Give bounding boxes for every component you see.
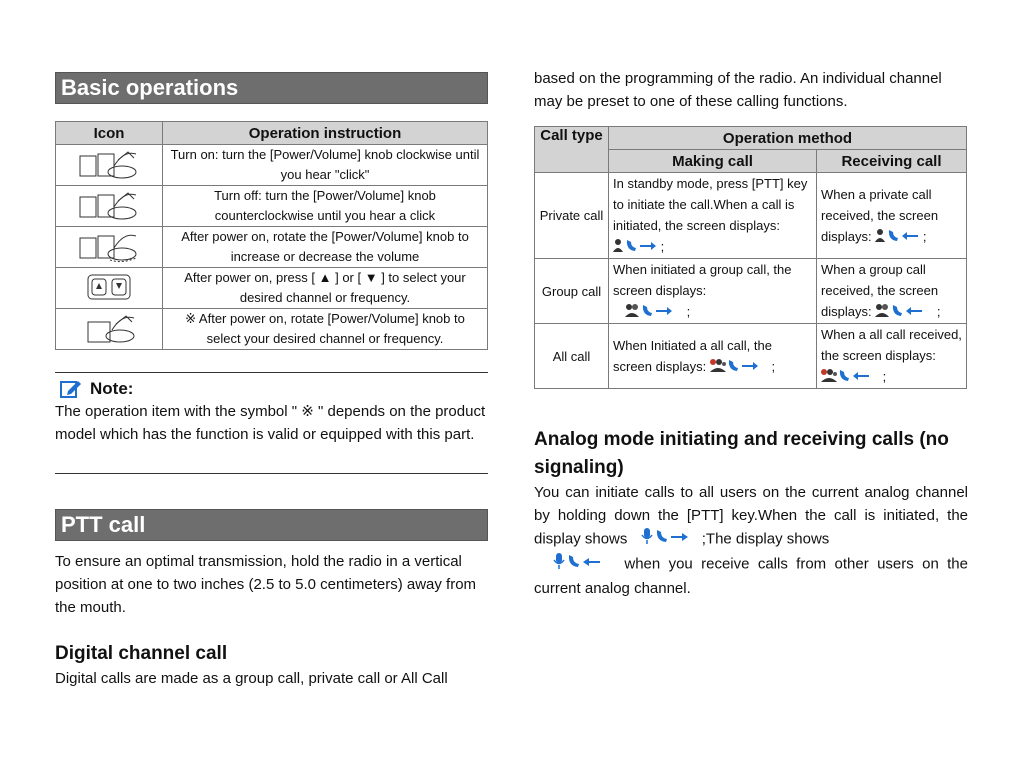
table-row: [56, 227, 488, 268]
knob-channel-icon: [56, 309, 163, 350]
ptt-call-heading: PTT call: [55, 509, 488, 541]
group-call-incoming-icon: [875, 302, 925, 323]
table-row: [56, 268, 488, 309]
instruction-text: After power on, rotate the [Power/Volume] knob to increase or decrease the volume: [163, 227, 488, 268]
instruction-text: After power on, press [ ▲ ] or [ ▼ ] to select your desired channel or frequency.: [163, 268, 488, 309]
col-making-header: Making call: [609, 150, 817, 173]
table-row: [56, 309, 488, 350]
receiving-suffix: ;: [922, 228, 927, 244]
instruction-text: ※ After power on, rotate [Power/Volume] knob to select your desired channel or frequency.: [163, 309, 488, 350]
col-instruction-header: Operation instruction: [163, 122, 488, 145]
knob-turn-off-icon: [56, 186, 163, 227]
analog-mode-heading: Analog mode initiating and receiving calls (no signaling): [534, 429, 949, 478]
instruction-text: Turn on: turn the [Power/Volume] knob clockwise until you hear "click": [163, 145, 488, 186]
table-row: [535, 173, 967, 259]
analog-text: [534, 481, 968, 600]
digital-text: Digital calls are made as a group call, private call or All Call: [55, 670, 448, 687]
col-call-type-header: Call type: [535, 127, 609, 173]
call-type-cell: Group call: [535, 259, 609, 324]
call-type-cell: Private call: [535, 173, 609, 259]
making-text: When Initiated a all call, the screen displays:: [613, 337, 772, 374]
call-type-cell: All call: [535, 324, 609, 389]
note-bottom-rule: [55, 473, 488, 474]
knob-turn-on-icon: [56, 145, 163, 186]
note-text: The operation item with the symbol " ※ " depends on the product model which has the function is valid or equipped with this part.: [55, 403, 486, 443]
making-suffix: ;: [686, 304, 691, 320]
analog-incoming-icon: [552, 552, 602, 577]
all-call-outgoing-icon: [710, 357, 760, 378]
receiving-cell: [817, 173, 967, 259]
receiving-text: When a group call received, the screen displays:: [821, 262, 939, 320]
col-method-header: Operation method: [609, 127, 967, 150]
table-row: [535, 259, 967, 324]
receiving-text: When a all call received, the screen displays:: [821, 327, 962, 364]
analog-text-part-2: ;The display shows: [701, 530, 830, 548]
making-cell: [609, 173, 817, 259]
making-cell: [609, 324, 817, 389]
analog-text-part-3: when you receive calls from other users on the current analog channel.: [534, 555, 968, 597]
up-down-keys-icon: [56, 268, 163, 309]
analog-text-part-1: You can initiate calls to all users on the current analog channel by holding down the [PTT] key.When the call is initiated, the display shows: [534, 484, 968, 548]
table-row: [56, 145, 488, 186]
making-text: In standby mode, press [PTT] key to initiate the call.When a call is initiated, the screen displays:: [613, 176, 808, 233]
receiving-suffix: ;: [882, 369, 887, 385]
analog-outgoing-icon: [640, 527, 690, 552]
intro-text: based on the programming of the radio. An individual channel may be preset to one of these calling functions.: [534, 70, 942, 110]
call-type-table: [534, 126, 967, 389]
digital-channel-heading: Digital channel call: [55, 643, 228, 664]
receiving-text: When a private call received, the screen displays:: [821, 186, 939, 244]
making-suffix: ;: [771, 358, 776, 374]
ptt-text: To ensure an optimal transmission, hold the radio in a vertical position at one to two inches (2.5 to 5.0 centimeters) away from the mouth.: [55, 553, 477, 616]
table-row: [56, 186, 488, 227]
making-text: When initiated a group call, the screen displays:: [613, 262, 792, 299]
knob-volume-icon: [56, 227, 163, 268]
table-row: [535, 324, 967, 389]
all-call-incoming-icon: [821, 367, 871, 388]
note-top-rule: [55, 372, 488, 373]
receiving-suffix: ;: [936, 304, 941, 320]
icon-instruction-table: [55, 121, 488, 350]
col-receiving-header: Receiving call: [817, 150, 967, 173]
private-call-incoming-icon: [875, 227, 919, 248]
col-icon-header: Icon: [56, 122, 163, 145]
receiving-cell: [817, 324, 967, 389]
basic-operations-heading: Basic operations: [55, 72, 488, 104]
group-call-outgoing-icon: [625, 302, 675, 323]
making-cell: [609, 259, 817, 324]
making-suffix: ;: [660, 239, 665, 254]
note-title: Note:: [90, 379, 134, 398]
instruction-text: Turn off: turn the [Power/Volume] knob counterclockwise until you hear a click: [163, 186, 488, 227]
receiving-cell: [817, 259, 967, 324]
private-call-outgoing-icon: [613, 237, 657, 258]
